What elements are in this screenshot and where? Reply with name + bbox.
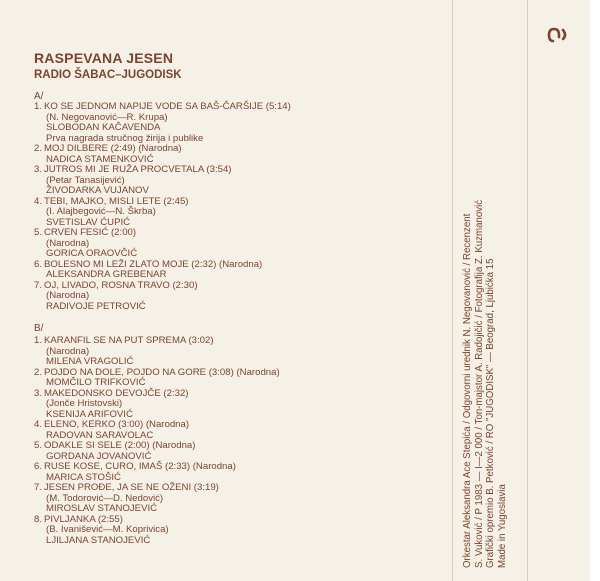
track-detail: KSENIJA ARIFOVIĆ [46, 408, 133, 420]
track-heading [34, 281, 454, 292]
track-number: 3. [34, 164, 43, 175]
track-heading [34, 441, 454, 452]
track-heading [34, 462, 454, 473]
track-detail: (Narodna) [46, 237, 90, 249]
track-heading [34, 228, 454, 239]
track-detail: SLOBODAN KAČAVENDA [46, 122, 161, 133]
track-heading [34, 336, 454, 347]
track-item [34, 281, 454, 313]
track-title: BOLESNO MI LEŽI ZLATO MOJE (2:32) (Narodna) [44, 258, 263, 270]
track-detail: SVETISLAV ĆUPIĆ [46, 216, 131, 228]
side-b-tracklist [34, 336, 454, 546]
track-number: 5. [34, 227, 43, 238]
track-title: ODAKLE SI SELE (2:00) (Narodna) [44, 440, 196, 451]
credits-line: S. Vuković / P 1983 — I—2 000 / Ton-majstor A. Radojičić / Fotografija Z. Kuzmanović [473, 199, 485, 568]
track-detail: GORICA ORAOVČIĆ [46, 248, 138, 259]
track-heading [34, 165, 454, 176]
track-item [34, 515, 454, 547]
track-title: JUTROS MI JE RUŽA PROCVETALA (3:54) [44, 164, 232, 175]
track-heading [34, 144, 454, 155]
track-detail: ALEKSANDRA GREBENAR [46, 269, 167, 280]
album-subtitle: RADIO ŠABAC–JUGODISK [34, 69, 182, 81]
track-detail: GORDANA JOVANOVIĆ [46, 450, 152, 462]
track-detail: (Petar Tanasijević) [46, 174, 125, 186]
track-item [34, 260, 454, 281]
side-b-label: B/ [34, 323, 44, 334]
track-number: 6. [34, 258, 43, 270]
track-detail: RADOVAN SARAVOLAC [46, 429, 154, 441]
track-detail: (I. Alajbegović—N. Škrba) [46, 206, 156, 217]
track-number: 4. [34, 419, 43, 430]
track-detail: MIROSLAV STANOJEVIĆ [46, 503, 158, 514]
track-number: 5. [34, 440, 43, 451]
track-title: JESEN PROĐE, JA SE NE OŽENI (3:19) [44, 482, 219, 493]
track-item [34, 462, 454, 483]
jugodisk-logo [547, 25, 569, 45]
track-heading [34, 102, 454, 113]
track-number: 2. [34, 366, 43, 378]
credits-line: Made in Yugoslavia [496, 484, 508, 568]
track-title: RUSE KOSE, CURO, IMAŠ (2:33) (Narodna) [44, 461, 236, 472]
track-item [34, 441, 454, 462]
track-item [34, 165, 454, 197]
track-number: 7. [34, 279, 43, 291]
track-detail: (Jonče Hristovski) [46, 398, 123, 409]
track-number: 7. [34, 482, 43, 493]
track-title: KARANFIL SE NA PUT SPREMA (3:02) [44, 335, 214, 346]
side-a-tracklist [34, 102, 454, 312]
track-detail: MILENA VRAGOLIĆ [46, 356, 134, 367]
credits-line: Grafički opremio B. Petković / RO "JUGODISK" — Beograd, Ljubićka 15 [485, 258, 496, 568]
credits-line: Orkestar Aleksandra Ace Stepića / Odgovorni urednik N. Negovanović / Recenzent [462, 213, 473, 568]
track-heading [34, 483, 454, 494]
paper-edge [590, 0, 600, 581]
track-number: 4. [34, 195, 43, 207]
track-detail: (Narodna) [46, 345, 90, 357]
track-title: CRVEN FESIĆ (2:00) [44, 227, 137, 238]
track-item [34, 368, 454, 389]
track-title: POJDO NA DOLE, POJDO NA GORE (3:08) (Narodna) [44, 366, 280, 378]
track-number: 1. [34, 335, 43, 346]
track-detail: Prva nagrada stručnog žirija i publike [46, 132, 204, 144]
track-detail: MOMČILO TRIFKOVIĆ [46, 377, 146, 388]
album-title: RASPEVANA JESEN [34, 50, 174, 66]
track-title: OJ, LIVADO, ROSNA TRAVO (2:30) [44, 279, 198, 291]
track-detail: (B. Ivanišević—M. Koprivica) [46, 524, 169, 535]
track-detail: NADICA STAMENKOVIĆ [46, 153, 154, 165]
track-number: 3. [34, 387, 43, 399]
track-heading [34, 420, 454, 431]
track-detail: (N. Negovanović—R. Krupa) [46, 111, 168, 123]
track-number: 1. [34, 101, 43, 112]
track-title: MOJ DILBERE (2:49) (Narodna) [44, 143, 182, 154]
track-number: 6. [34, 461, 43, 472]
track-title: PIVLJANKA (2:55) [44, 513, 123, 525]
track-detail: (Narodna) [46, 290, 90, 301]
fold-line [527, 0, 528, 581]
track-detail: ŽIVODARKA VUJANOV [46, 185, 149, 196]
track-title: TEBI, MAJKO, MISLI LETE (2:45) [44, 195, 189, 207]
track-title: MAKEDONSKO DEVOJČE (2:32) [44, 387, 189, 399]
side-a-label: A/ [34, 91, 44, 102]
track-detail: MARICA STOŠIĆ [46, 471, 121, 483]
track-item [34, 336, 454, 368]
track-item [34, 389, 454, 421]
track-item [34, 228, 454, 260]
track-detail: RADIVOJE PETROVIĆ [46, 300, 146, 312]
track-detail: LJILJANA STANOJEVIĆ [46, 534, 151, 546]
track-item [34, 197, 454, 229]
track-item [34, 483, 454, 515]
track-item [34, 102, 454, 144]
track-number: 2. [34, 143, 43, 154]
track-item [34, 144, 454, 165]
track-title: ELENO, KERKO (3:00) (Narodna) [44, 419, 190, 430]
track-number: 8. [34, 513, 43, 525]
track-title: KO SE JEDNOM NAPIJE VODE SA BAŠ-ČARŠIJE (5:14) [44, 101, 291, 112]
track-item [34, 420, 454, 441]
production-credits [462, 8, 508, 568]
track-detail: (M. Todorović—D. Nedović) [46, 492, 164, 504]
